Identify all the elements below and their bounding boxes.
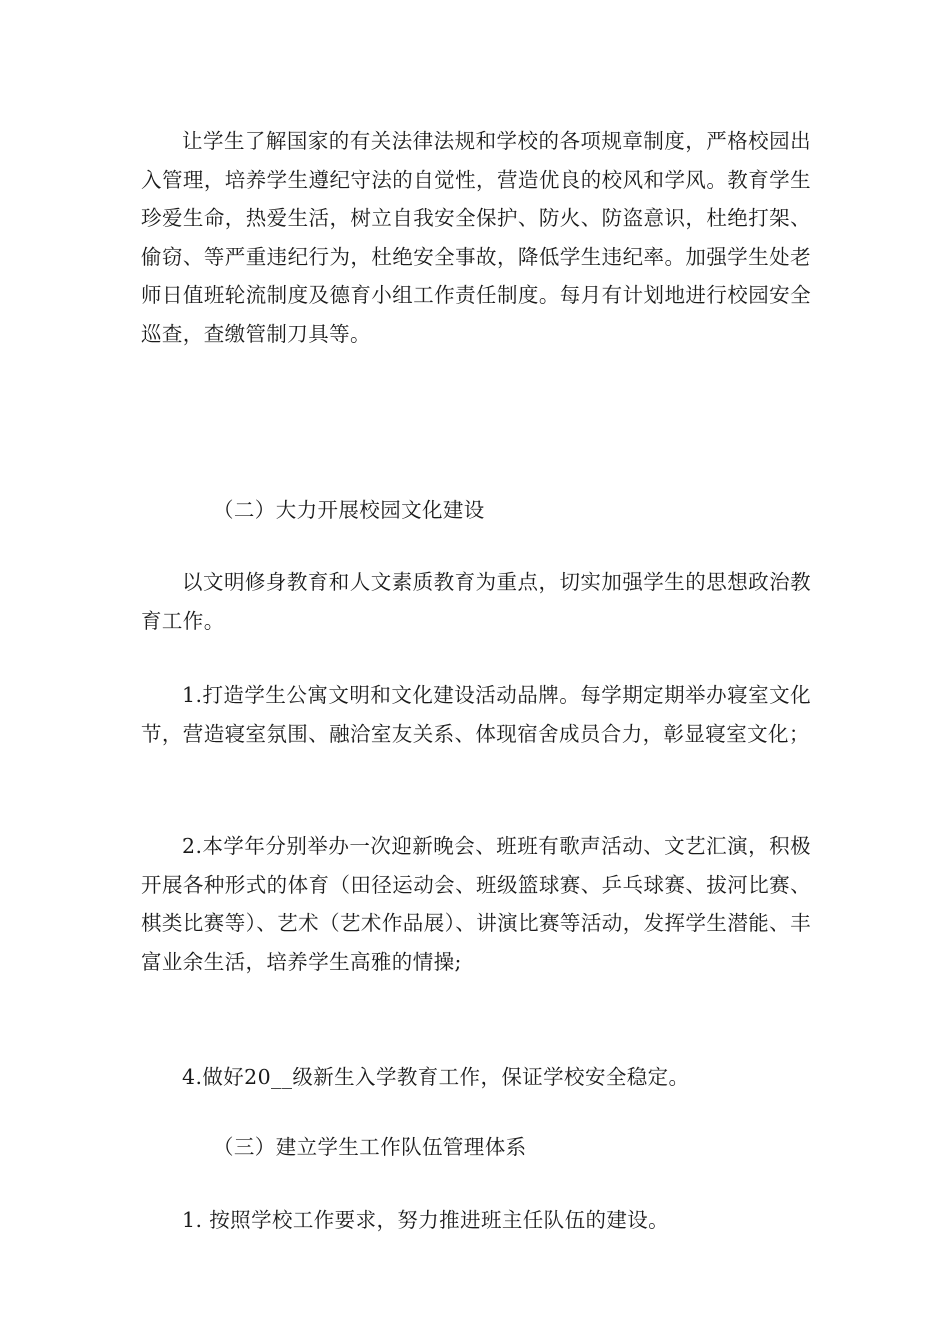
list-item-dormitory-culture: 1.打造学生公寓文明和文化建设活动品牌。每学期定期举办寝室文化节，营造寝室氛围、融洽室友关系、体现宿舍成员合力，彰显寝室文化； xyxy=(141,683,811,746)
list-item-class-teacher-team: 1. 按照学校工作要求，努力推进班主任队伍的建设。 xyxy=(182,1208,670,1232)
list-item-freshman-education: 4.做好20__级新生入学教育工作，保证学校安全稳定。 xyxy=(182,1065,690,1089)
section-heading-staff-management: （三）建立学生工作队伍管理体系 xyxy=(213,1135,527,1159)
paragraph-safety-education: 让学生了解国家的有关法律法规和学校的各项规章制度，严格校园出入管理，培养学生遵纪守法的自觉性，营造优良的校风和学风。教育学生珍爱生命，热爱生活，树立自我安全保护、防火、防盗意识，杜绝打架、偷窃、等严重违纪行为，杜绝安全事故，降低学生违纪率。加强学生处老师日值班轮流制度及德育小组工作责任制度。每月有计划地进行校园安全巡查，查缴管制刀具等。 xyxy=(141,129,811,346)
section-heading-campus-culture: （二）大力开展校园文化建设 xyxy=(213,498,485,522)
list-item-cultural-activities: 2.本学年分别举办一次迎新晚会、班班有歌声活动、文艺汇演，积极开展各种形式的体育（田径运动会、班级篮球赛、乒乓球赛、拔河比赛、棋类比赛等）、艺术（艺术作品展）、讲演比赛等活动，发挥学生潜能、丰富业余生活，培养学生高雅的情操; xyxy=(141,834,811,974)
paragraph-ideological-education: 以文明修身教育和人文素质教育为重点，切实加强学生的思想政治教育工作。 xyxy=(141,570,811,633)
